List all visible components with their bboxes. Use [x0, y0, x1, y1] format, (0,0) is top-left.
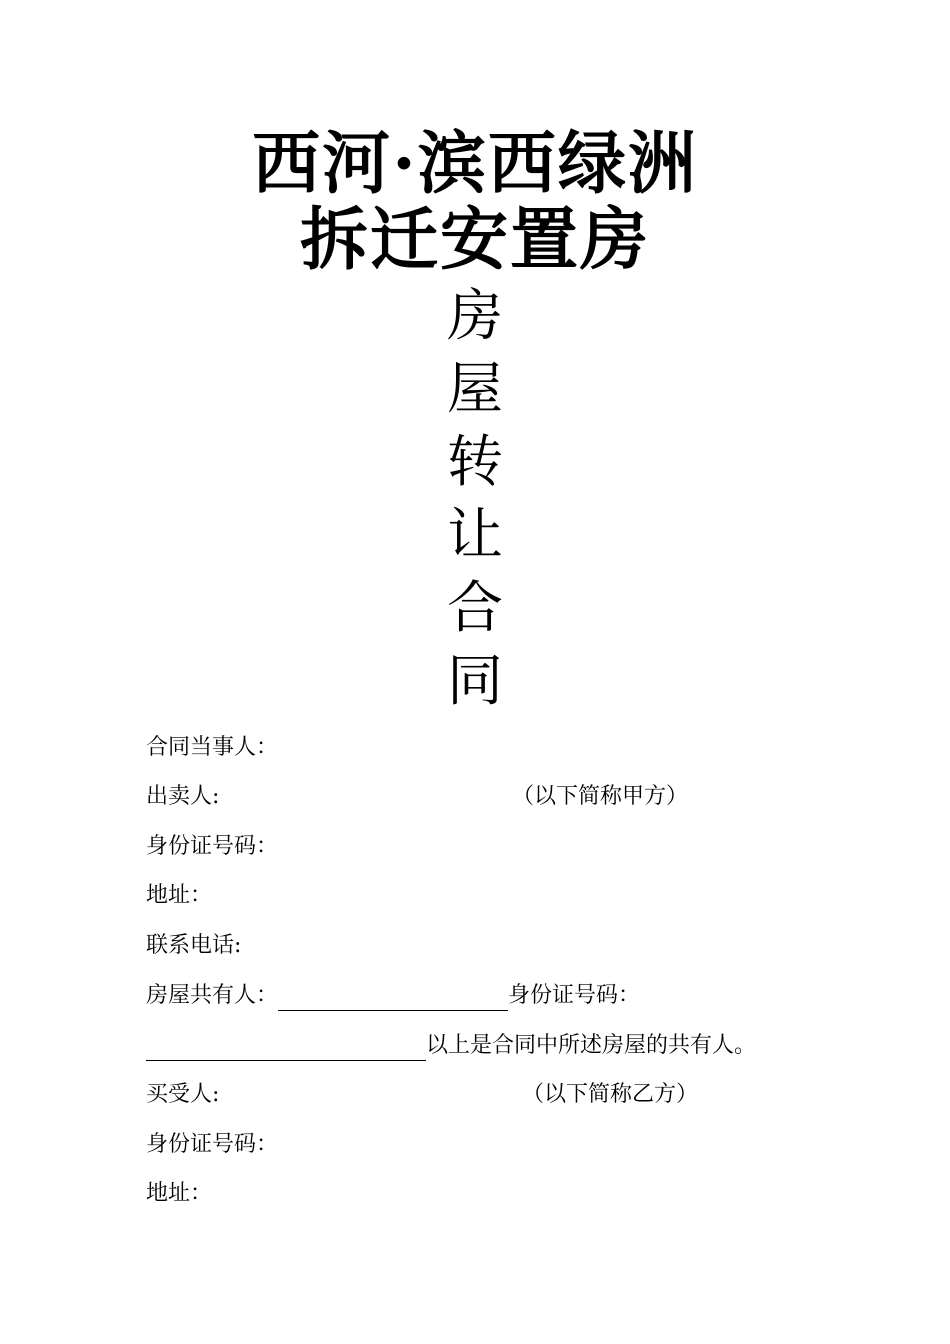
seller-row [146, 782, 689, 812]
coowner-note: 以上是合同中所述房屋的共有人。 [426, 1033, 757, 1058]
buyer-address-label: 地址： [146, 1181, 213, 1206]
parties-label: 合同当事人： [146, 735, 279, 760]
subtitle-char: 合 [447, 576, 503, 641]
coowner-row [146, 981, 640, 1011]
coowner-id-blank[interactable] [146, 1036, 426, 1061]
subtitle-char: 房 [447, 284, 503, 349]
vertical-subtitle [0, 280, 950, 718]
coowner-name-blank[interactable] [278, 986, 508, 1011]
buyer-row [146, 1080, 699, 1110]
title-line-1: 西河·滨西绿洲 [252, 124, 698, 204]
subtitle-char: 转 [447, 430, 503, 495]
seller-id-label: 身份证号码： [146, 834, 279, 859]
seller-note: （以下简称甲方） [512, 784, 689, 809]
subtitle-char: 屋 [447, 357, 503, 422]
buyer-label: 买受人: [146, 1082, 220, 1107]
subtitle-char: 让 [447, 503, 503, 568]
buyer-note: （以下简称乙方） [522, 1082, 699, 1107]
coowner-note-row [146, 1031, 756, 1061]
seller-address-label: 地址： [146, 883, 213, 908]
seller-label: 出卖人: [146, 784, 220, 809]
seller-phone-label: 联系电话: [146, 933, 242, 958]
coowner-id-label: 身份证号码： [508, 983, 641, 1008]
coowner-label: 房屋共有人： [146, 983, 279, 1008]
subtitle-char: 同 [447, 649, 503, 714]
title-line-2: 拆迁安置房 [299, 200, 650, 280]
buyer-id-label: 身份证号码： [146, 1132, 279, 1157]
